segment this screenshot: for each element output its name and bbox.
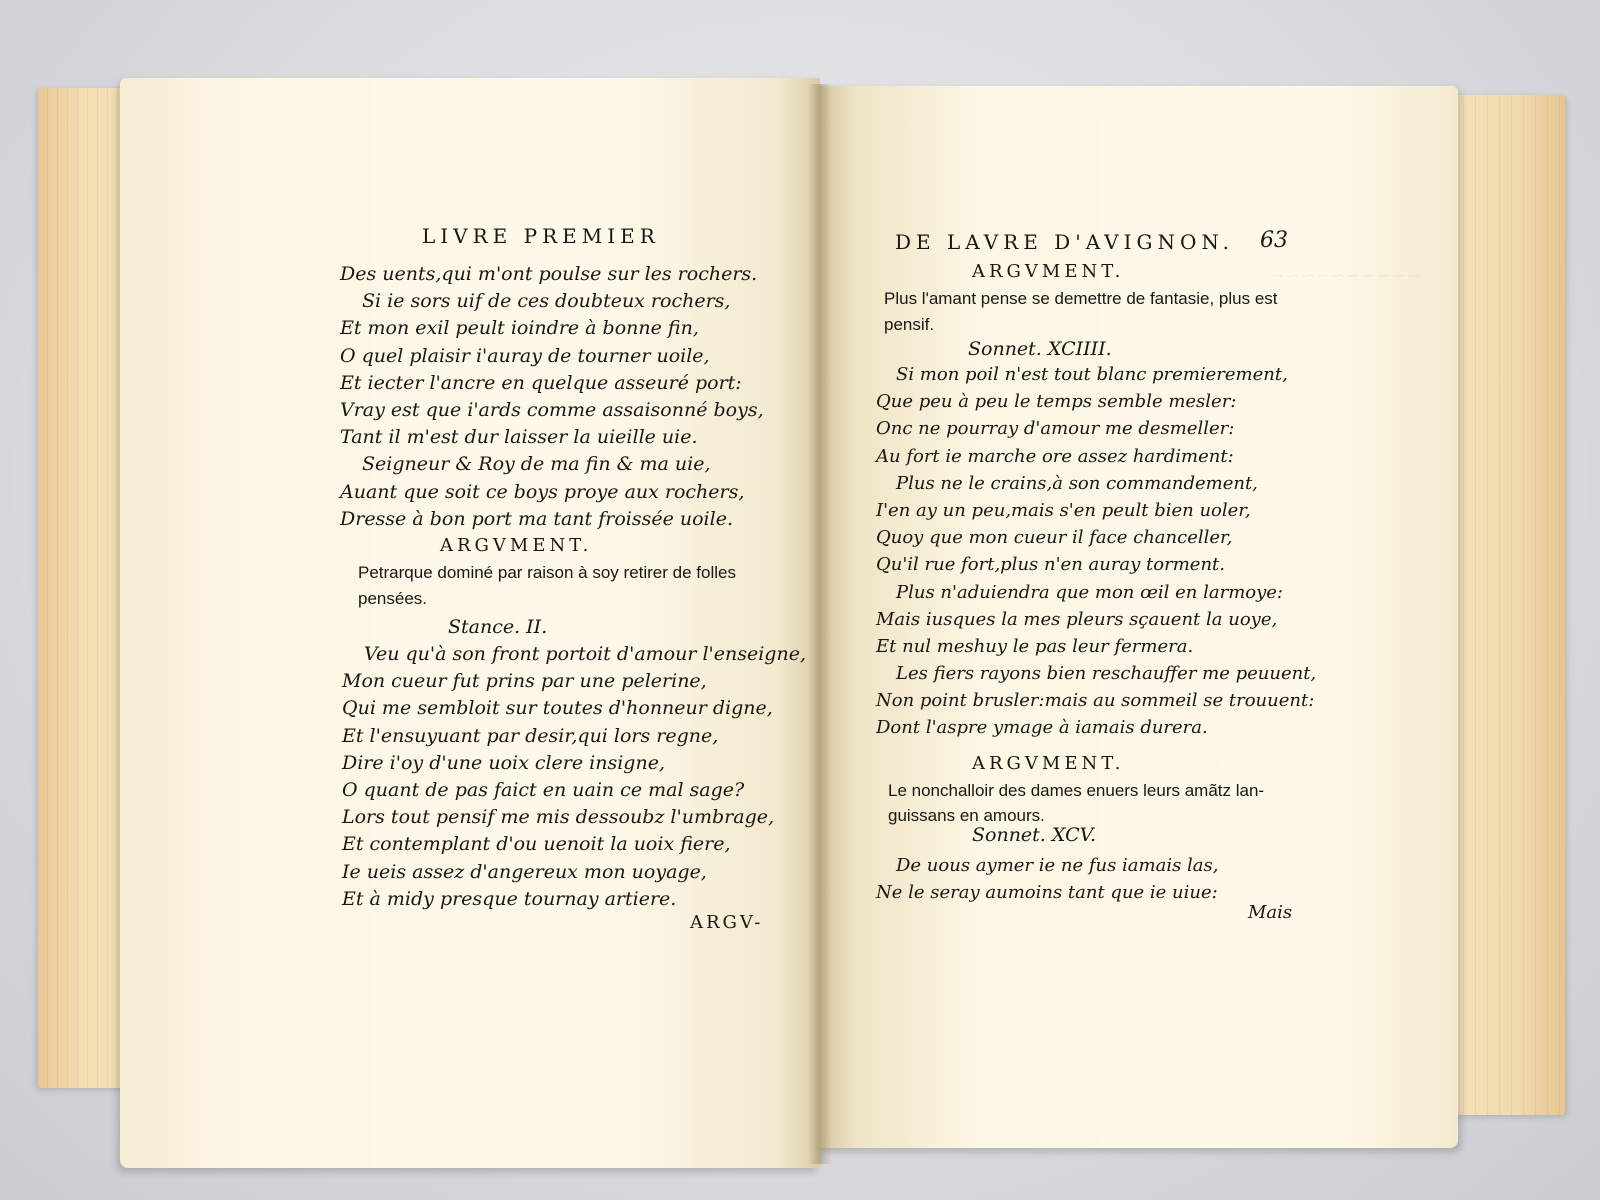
verse-line: De uous aymer ie ne fus iamais las, — [896, 855, 1219, 876]
verse-line: Mon cueur fut prins par une pelerine, — [342, 670, 707, 693]
verse-line: I'en ay un peu,mais s'en peult bien uoler, — [876, 499, 1251, 521]
verse-line: O quant de pas faict en uain ce mal sage? — [342, 778, 745, 801]
verse-line: Plus n'aduiendra que mon œil en larmoye: — [896, 581, 1283, 603]
right-sonnet-heading-2: Sonnet. XCV. — [972, 824, 1097, 846]
argument-line: Plus l'amant pense se demettre de fantasie, plus est — [884, 289, 1278, 308]
verse-line: Vray est que i'ards comme assaisonné boys, — [340, 398, 764, 421]
right-argument-heading-1: ARGVMENT. — [972, 261, 1125, 282]
verse-line: Dont l'aspre ymage à iamais durera. — [876, 717, 1208, 739]
verse-line: Lors tout pensif me mis dessoubz l'umbrage, — [342, 806, 775, 829]
verse-line: Dire i'oy d'une uoix clere insigne, — [342, 751, 665, 774]
verse-line: Tant il m'est dur laisser la uieille uie. — [340, 426, 698, 449]
verse-line: Et l'ensuyuant par desir,qui lors regne, — [342, 724, 719, 747]
verse-line: Non point brusler:mais au sommeil se trouuent: — [876, 690, 1315, 712]
verse-line: Mais iusques la mes pleurs sçauent la uoye, — [876, 608, 1278, 630]
right-sonnet-2 — [876, 852, 1219, 906]
verse-line: Plus ne le crains,à son commandement, — [896, 472, 1258, 494]
verse-line: Veu qu'à son front portoit d'amour l'enseigne, — [364, 643, 806, 665]
right-sonnet-heading-1: Sonnet. XCIIII. — [968, 338, 1112, 360]
verse-line: Ie ueis assez d'angereux mon uoyage, — [342, 860, 707, 883]
left-stanza-end — [340, 261, 764, 533]
verse-line: Et nul meshuy le pas leur fermera. — [876, 635, 1194, 657]
verse-line: Et iecter l'ancre en quelque asseuré port: — [340, 371, 742, 394]
right-argument-text-1 — [884, 286, 1278, 338]
verse-line: Onc ne pourray d'amour me desmeller: — [876, 418, 1235, 440]
right-page-edge-lines — [1440, 95, 1565, 1115]
verse-line: Si mon poil n'est tout blanc premierement, — [896, 364, 1288, 385]
left-running-head: LIVRE PREMIER — [422, 224, 660, 248]
argument-line: Le nonchalloir des dames enuers leurs amãtz lan- — [888, 781, 1265, 800]
book-gutter — [808, 84, 832, 1164]
argument-line: guissans en amours. — [888, 806, 1045, 825]
left-argument-text — [358, 560, 736, 612]
show-through-right: ~~~~~~~~~~ — [1270, 265, 1421, 286]
verse-line: Auant que soit ce boys proye aux rochers, — [340, 480, 745, 503]
verse-line: Que peu à peu le temps semble mesler: — [876, 391, 1237, 413]
right-sonnet-1 — [876, 361, 1316, 742]
verse-line: Dresse à bon port ma tant froissée uoile. — [340, 507, 733, 530]
right-argument-text-2 — [888, 778, 1264, 828]
verse-line: Quoy que mon cueur il face chanceller, — [876, 527, 1233, 549]
verse-line: Seigneur & Roy de ma fin & ma uie, — [362, 453, 711, 476]
verse-line: Et mon exil peult ioindre à bonne fin, — [340, 317, 699, 340]
verse-line: Qui me sembloit sur toutes d'honneur digne, — [342, 697, 773, 720]
page-number: 63 — [1260, 228, 1288, 253]
argument-line: pensif. — [884, 315, 935, 334]
right-page-edges — [1440, 95, 1565, 1115]
verse-line: Les fiers rayons bien reschauffer me peuuent, — [896, 663, 1317, 685]
left-poem — [342, 641, 806, 913]
right-catchword: Mais — [1248, 902, 1293, 923]
verse-line: Et à midy presque tournay artiere. — [342, 887, 677, 910]
left-catchword: ARGV- — [690, 912, 764, 933]
left-poem-heading: Stance. II. — [448, 616, 548, 638]
verse-line: Ne le seray aumoins tant que ie uiue: — [876, 882, 1218, 904]
verse-line: Si ie sors uif de ces doubteux rochers, — [362, 290, 731, 313]
left-argument-heading: ARGVMENT. — [440, 535, 593, 556]
argument-line: Petrarque dominé par raison à soy retirer de folles — [358, 563, 736, 582]
verse-line: Qu'il rue fort,plus n'en auray torment. — [876, 554, 1225, 576]
verse-line: Des uents,qui m'ont poulse sur les rochers. — [340, 263, 758, 285]
right-running-head: DE LAVRE D'AVIGNON. — [895, 230, 1234, 254]
verse-line: Au fort ie marche ore assez hardiment: — [876, 445, 1234, 467]
verse-line: Et contemplant d'ou uenoit la uoix fiere, — [342, 833, 731, 856]
right-argument-heading-2: ARGVMENT. — [972, 753, 1125, 774]
verse-line: O quel plaisir i'auray de tourner uoile, — [340, 344, 710, 367]
argument-line: pensées. — [358, 589, 427, 608]
